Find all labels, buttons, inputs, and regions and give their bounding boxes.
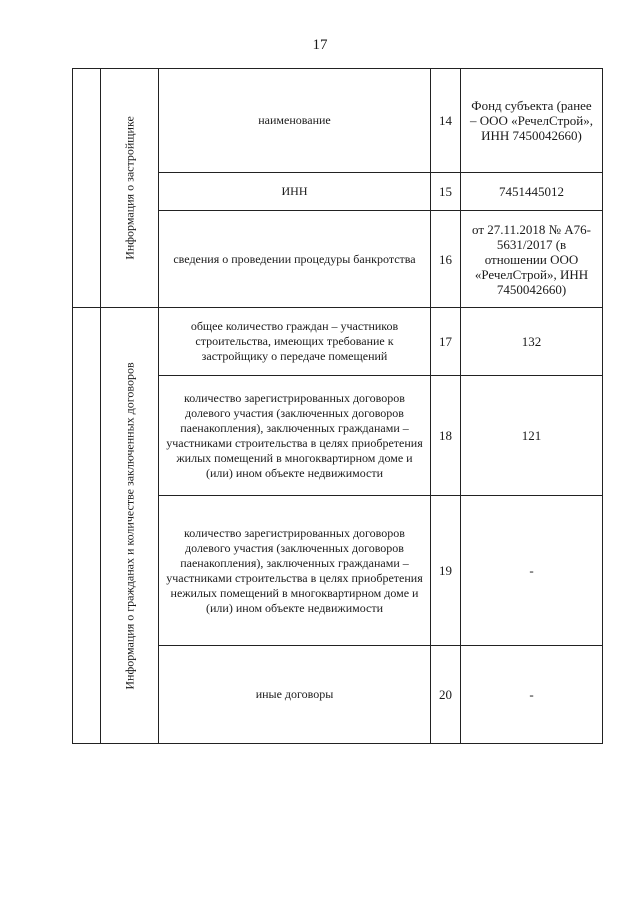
row-number: 17 [431, 308, 461, 376]
section-developer [101, 69, 159, 308]
section-developer-title: Информация о застройщике [122, 116, 136, 260]
row-value: Фонд субъекта (ранее – ООО «РечелСтрой», ИНН 7450042660) [461, 69, 603, 173]
row-value: - [461, 496, 603, 646]
margin-column [73, 308, 101, 744]
row-value: от 27.11.2018 № А76-5631/2017 (в отношении ООО «РечелСтрой», ИНН 7450042660) [461, 211, 603, 308]
row-value: - [461, 646, 603, 744]
row-value: 132 [461, 308, 603, 376]
row-number: 19 [431, 496, 461, 646]
table-row [73, 69, 603, 173]
row-number: 15 [431, 173, 461, 211]
section-citizens [101, 308, 159, 744]
row-number: 14 [431, 69, 461, 173]
row-value: 121 [461, 376, 603, 496]
row-number: 20 [431, 646, 461, 744]
row-value: 7451445012 [461, 173, 603, 211]
page-number: 17 [312, 37, 328, 53]
info-table [72, 68, 603, 744]
row-label: количество зарегистрированных договоров долевого участия (заключенных договоров паенакопления), заключенных гражданами – участниками строительства в целях приобретения жилых помещений в многоквартирном доме и (или) ином объекте недвижимости [159, 376, 431, 496]
row-label: общее количество граждан – участников строительства, имеющих требование к застройщику о передаче помещений [159, 308, 431, 376]
row-label: иные договоры [159, 646, 431, 744]
margin-column [73, 69, 101, 308]
row-number: 16 [431, 211, 461, 308]
table-row [73, 308, 603, 376]
row-number: 18 [431, 376, 461, 496]
row-label: количество зарегистрированных договоров долевого участия (заключенных договоров паенакопления), заключенных гражданами – участниками строительства в целях приобретения нежилых помещений в многоквартирном доме и (или) ином объекте недвижимости [159, 496, 431, 646]
row-label: сведения о проведении процедуры банкротства [159, 211, 431, 308]
section-citizens-title: Информация о гражданах и количестве заключенных договоров [122, 361, 136, 690]
row-label: наименование [159, 69, 431, 173]
row-label: ИНН [159, 173, 431, 211]
